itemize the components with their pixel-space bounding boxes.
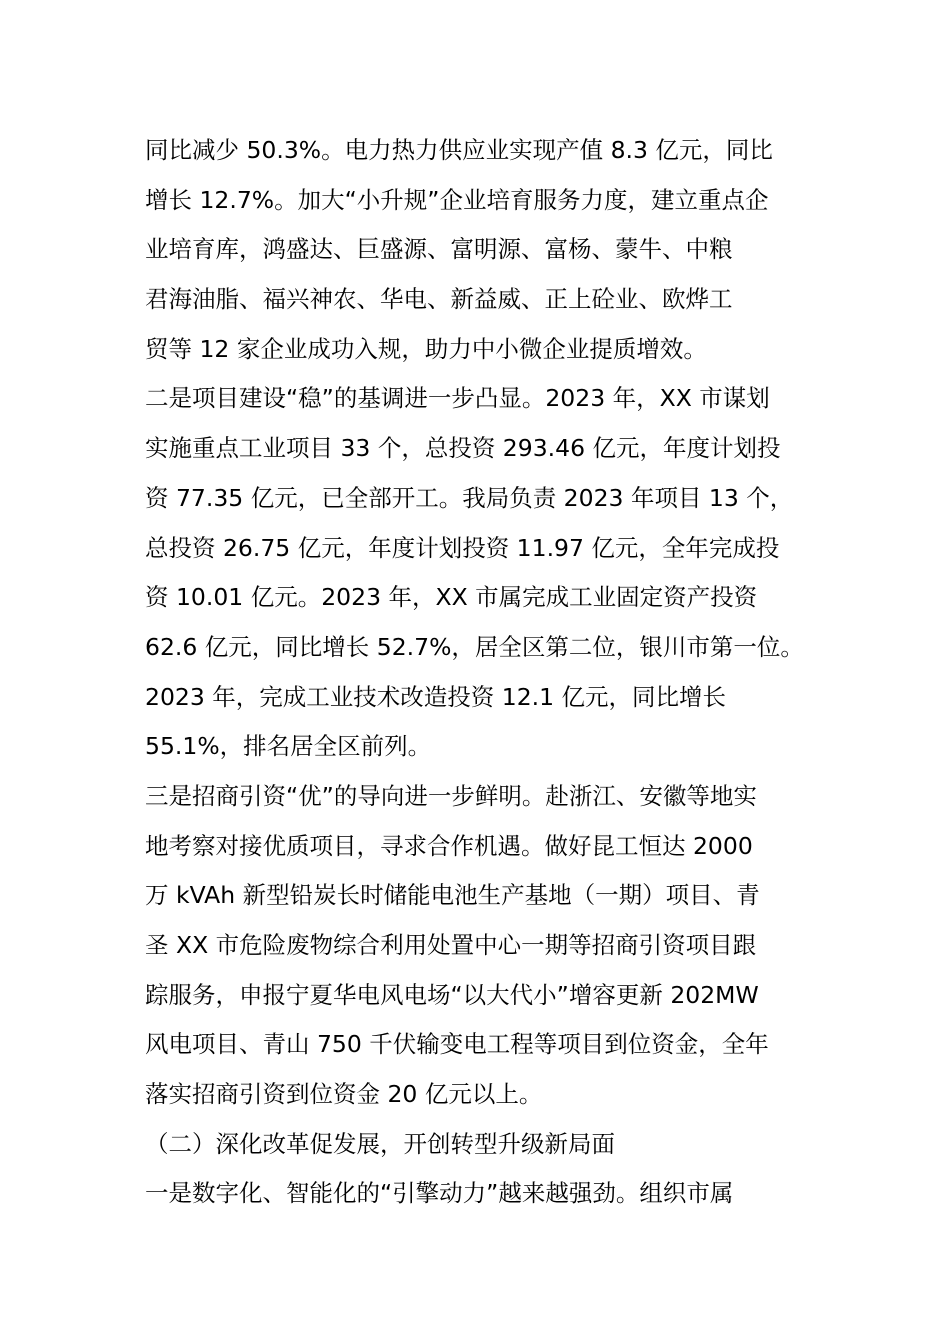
text-line: 风电项目、青山 750 千伏输变电工程等项目到位资金，全年 [145, 1030, 769, 1059]
text-line: 62.6 亿元，同比增长 52.7%，居全区第二位，银川市第一位。 [145, 632, 804, 661]
text-line: 55.1%，排名居全区前列。 [145, 732, 432, 761]
section-heading: （二）深化改革促发展，开创转型升级新局面 [145, 1129, 615, 1158]
text-line: 总投资 26.75 亿元，年度计划投资 11.97 亿元，全年完成投 [145, 533, 780, 562]
text-line: 一是数字化、智能化的“引擎动力”越来越强劲。组织市属 [145, 1179, 734, 1208]
text-line: 二是项目建设“稳”的基调进一步凸显。2023 年，XX 市谋划 [145, 384, 770, 413]
text-line: 2023 年，完成工业技术改造投资 12.1 亿元，同比增长 [145, 682, 727, 711]
text-line: 实施重点工业项目 33 个，总投资 293.46 亿元，年度计划投 [145, 434, 781, 463]
text-line: 贸等 12 家企业成功入规，助力中小微企业提质增效。 [145, 334, 707, 363]
text-line: 万 kVAh 新型铅炭长时储能电池生产基地（一期）项目、青 [145, 881, 760, 910]
text-line: 地考察对接优质项目，寻求合作机遇。做好昆工恒达 2000 [145, 831, 753, 860]
document-body [145, 126, 809, 1219]
text-line: 踪服务，申报宁夏华电风电场“以大代小”增容更新 202MW [145, 980, 759, 1009]
text-line: 增长 12.7%。加大“小升规”企业培育服务力度，建立重点企 [145, 185, 769, 214]
text-line: 圣 XX 市危险废物综合利用处置中心一期等招商引资项目跟 [145, 931, 757, 959]
text-line: 同比减少 50.3%。电力热力供应业实现产值 8.3 亿元，同比 [145, 136, 773, 164]
text-line: 三是招商引资“优”的导向进一步鲜明。赴浙江、安徽等地实 [145, 781, 757, 810]
text-line: 落实招商引资到位资金 20 亿元以上。 [145, 1080, 543, 1109]
text-line: 资 77.35 亿元，已全部开工。我局负责 2023 年项目 13 个， [145, 483, 794, 512]
text-line: 资 10.01 亿元。2023 年，XX 市属完成工业固定资产投资 [145, 583, 758, 612]
text-line: 君海油脂、福兴神农、华电、新益威、正上砼业、欧烨工 [145, 285, 733, 314]
text-line: 业培育库，鸿盛达、巨盛源、富明源、富杨、蒙牛、中粮 [145, 235, 733, 264]
